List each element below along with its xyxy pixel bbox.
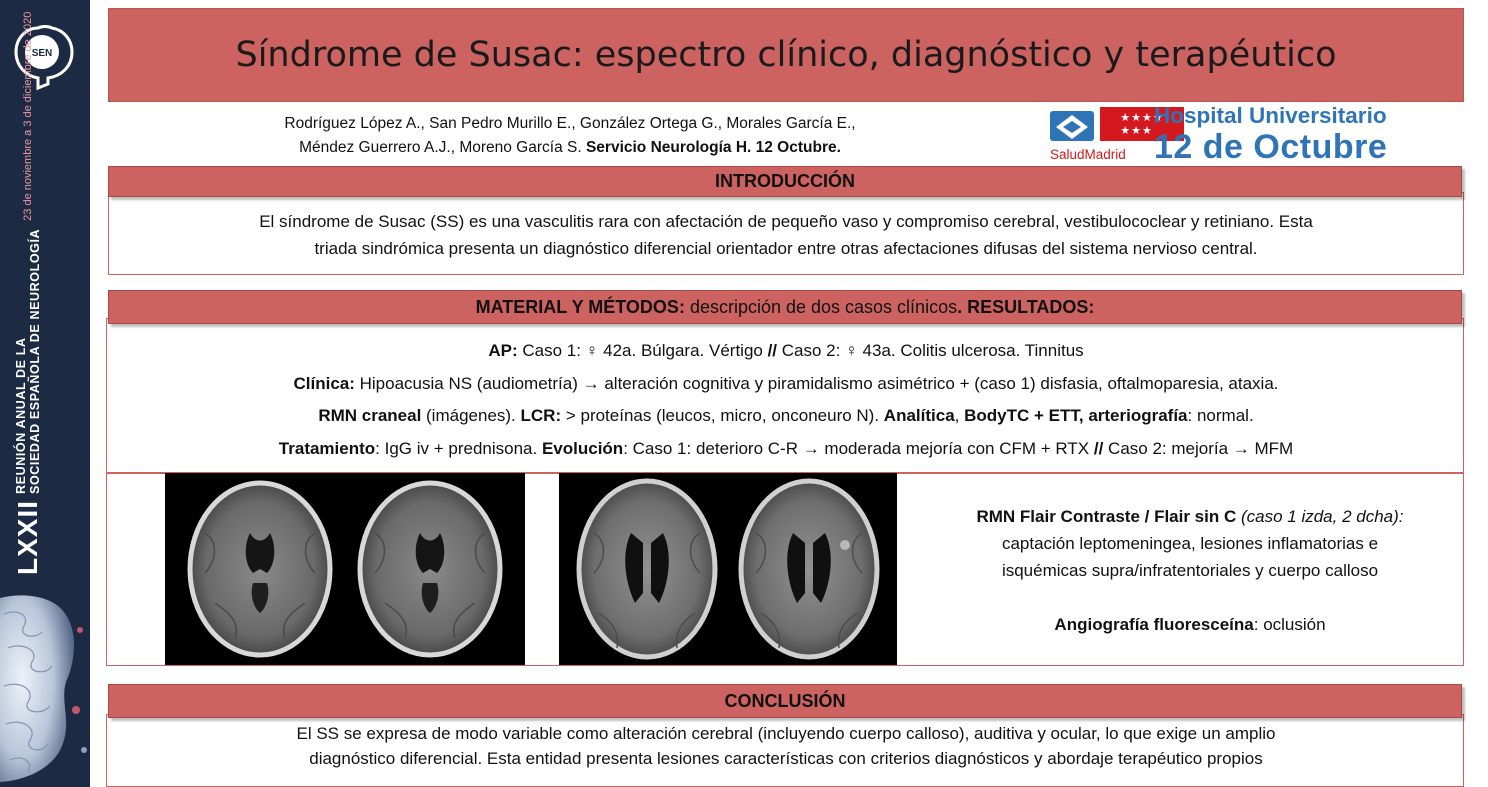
results-text (112, 335, 1460, 465)
caption-cases: (caso 1 izda, 2 dcha): (1236, 507, 1404, 526)
bodytc-label: BodyTC + ETT, arteriografía (964, 406, 1188, 425)
intro-heading-bar (108, 166, 1462, 197)
mri-caption (920, 503, 1460, 638)
methods-desc: descripción de dos casos clínicos (684, 296, 958, 317)
ap-case2: Caso 2: ♀ 43a. Colitis ulcerosa. Tinnitus (777, 341, 1084, 360)
poster-title-bar (108, 8, 1464, 102)
results-clinica (112, 368, 1460, 401)
intro-heading: INTRODUCCIÓN (715, 171, 855, 191)
madrid-flag-icon: ★★★★ ★★★ (1100, 107, 1184, 141)
caption-line1 (920, 503, 1460, 530)
ap-separator: // (767, 341, 778, 360)
clinica-label: Clínica: (293, 373, 355, 393)
congress-line1: REUNIÓN ANUAL DE LA (14, 337, 28, 494)
mri-image-case2 (559, 473, 897, 665)
lcr-text: > proteínas (leucos, micro, onconeuro N). (561, 406, 884, 425)
bodytc-text: : normal. (1187, 406, 1254, 425)
evolucion-separator: // (1093, 438, 1104, 458)
rmn-text: (imágenes). (421, 406, 521, 425)
salud-madrid-label: SaludMadrid (1050, 147, 1126, 162)
results-rmn (112, 400, 1460, 433)
results-ap (112, 335, 1460, 368)
lcr-label: LCR: (520, 406, 562, 425)
methods-heading (476, 297, 1095, 318)
hospital-name-line2: 12 de Octubre (1154, 128, 1388, 166)
caption-title: RMN Flair Contraste / Flair sin C (976, 507, 1237, 526)
tratamiento-label: Tratamiento (278, 438, 376, 458)
salud-madrid-icon (1050, 107, 1094, 145)
clinica-text: Hipoacusia NS (audiometría) → alteración cognitiva y piramidalismo asimétrico + (caso 1) disfasia, oftalmoparesia, ataxia. (354, 373, 1279, 393)
conclusion-line1: El SS se expresa de modo variable como alteración cerebral (incluyendo cuerpo calloso), auditiva y ocular, lo que exige un amplio (296, 724, 1276, 743)
congress-band (0, 0, 90, 787)
authors-affiliation: Servicio Neurología H. 12 Octubre. (585, 139, 841, 156)
intro-line2: triada sindrómica presenta un diagnóstico diferencial orientador entre otras afectaciones difusas del sistema nervioso central. (314, 239, 1258, 258)
tratamiento-text: : IgG iv + prednisona. (375, 438, 542, 458)
conclusion-line2: diagnóstico diferencial. Esta entidad presenta lesiones características con criterios diagnósticos y abordaje terapéutico propios (309, 749, 1263, 768)
evolucion-label: Evolución (541, 438, 624, 458)
congress-line2: SOCIEDAD ESPAÑOLA DE NEUROLOGÍA (28, 228, 42, 494)
mri-image-case1 (165, 473, 525, 665)
angio-label: Angiografía fluoresceína (1054, 615, 1254, 634)
ap-case1: Caso 1: ♀ 42a. Búlgara. Vértigo (517, 341, 768, 360)
methods-heading-bar (108, 290, 1462, 324)
conclusion-heading-bar (108, 684, 1462, 718)
intro-text (112, 208, 1460, 262)
ap-label: AP: (488, 341, 518, 360)
caption-angio (920, 611, 1460, 638)
hospital-logo (1046, 103, 1466, 165)
congress-edition: LXXII (12, 499, 43, 575)
poster-title: Síndrome de Susac: espectro clínico, diagnóstico y terapéutico (235, 35, 1337, 75)
hospital-name-line1: Hospital Universitario (1154, 103, 1387, 128)
caption-line2: captación leptomeningea, lesiones inflamatorias e (1001, 534, 1379, 553)
methods-label: MATERIAL Y MÉTODOS: (475, 296, 685, 317)
mri-scan-axial-2 (559, 473, 897, 665)
analitica-label: Analítica (883, 406, 955, 425)
congress-dates: 23 de noviembre a 3 de diciembre de 2020 (22, 11, 34, 221)
rmn-label: RMN craneal (318, 406, 422, 425)
conclusion-heading: CONCLUSIÓN (724, 690, 846, 711)
evolucion-case1: : Caso 1: deterioro C-R → moderada mejoría con CFM + RTX (623, 438, 1094, 458)
angio-text: : oclusión (1253, 615, 1326, 634)
comma: , (954, 406, 965, 425)
authors-line2 (160, 136, 980, 160)
results-label: . RESULTADOS: (957, 296, 1095, 317)
authors-block (160, 112, 980, 160)
brain-illustration (0, 590, 90, 787)
caption-line3: isquémicas supra/infratentoriales y cuerpo calloso (1001, 561, 1379, 580)
results-tratamiento (112, 433, 1460, 466)
sen-logo (8, 22, 80, 94)
evolucion-case2: Caso 2: mejoría → MFM (1103, 438, 1294, 458)
svg-text:SEN: SEN (31, 48, 53, 59)
intro-line1: El síndrome de Susac (SS) es una vasculitis rara con afectación de pequeño vaso y compromiso cerebral, vestibulococlear y retiniano. Esta (259, 212, 1313, 231)
mri-scan-axial-1 (165, 473, 525, 665)
authors-names: Méndez Guerrero A.J., Moreno García S. (299, 139, 586, 156)
conclusion-text (112, 721, 1460, 771)
authors-line1: Rodríguez López A., San Pedro Murillo E., González Ortega G., Morales García E., (284, 115, 856, 132)
